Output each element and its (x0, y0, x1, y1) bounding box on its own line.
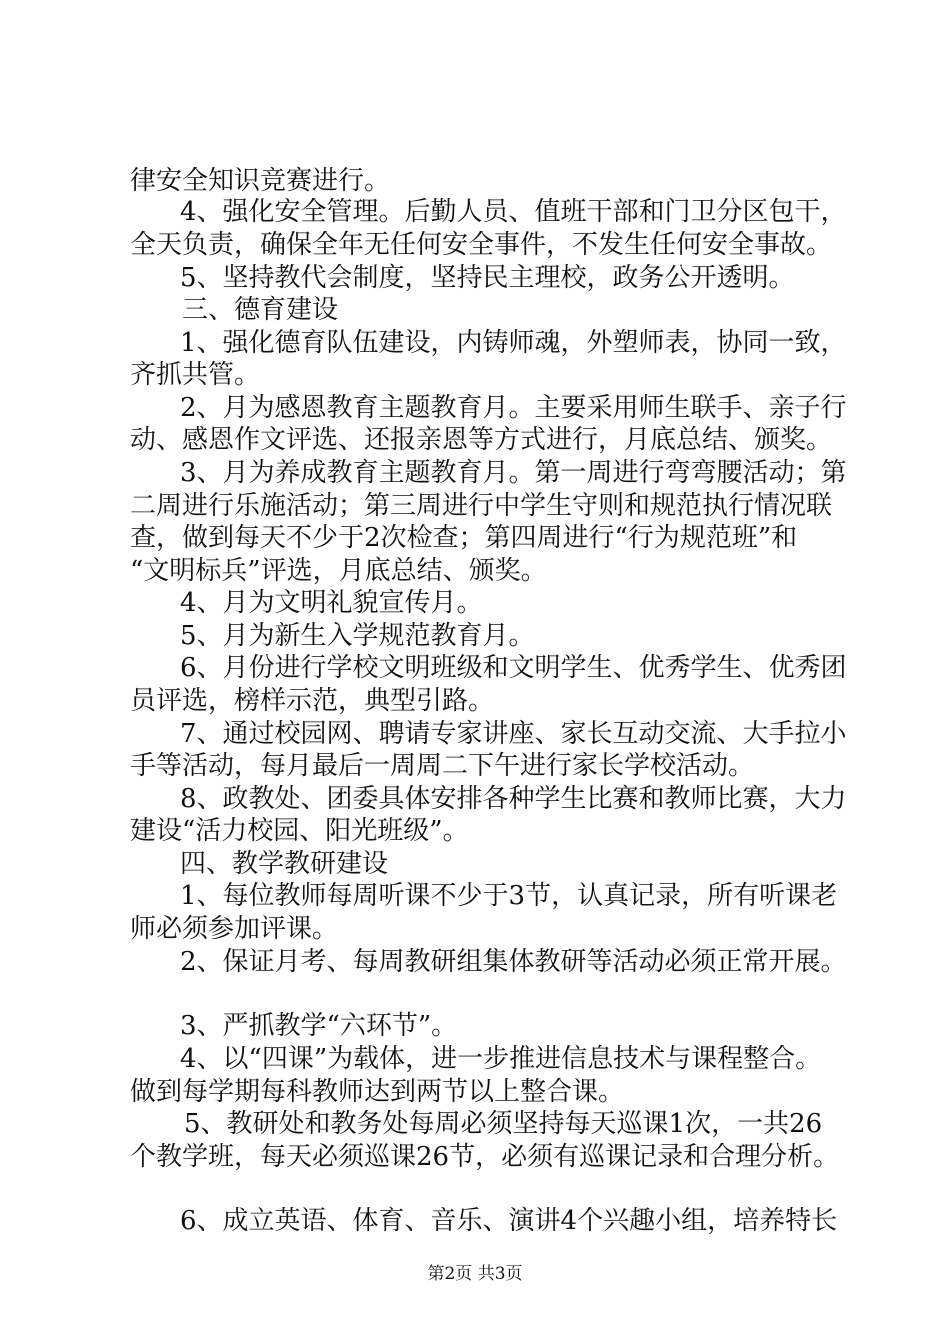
text-line: 2、月为感恩教育主题教育月。主要采用师生联手、亲子行 (180, 393, 847, 423)
text-line: 全天负责，确保全年无任何安全事件，不发生任何安全事故。 (130, 230, 833, 260)
text-line: 律安全知识竞赛进行。 (130, 166, 391, 196)
text-line: 动、感恩作文评选、还报亲恩等方式进行，月底总结、颁奖。 (130, 425, 833, 455)
text-line: “文明标兵”评选，月底总结、颁奖。 (130, 556, 547, 586)
text-line: 1、强化德育队伍建设，内铸师魂，外塑师表，协同一致， (180, 328, 847, 358)
text-line: 3、月为养成教育主题教育月。第一周进行弯弯腰活动；第 (180, 458, 847, 488)
text-line: 4、以“四课”为载体，进一步推进信息技术与课程整合。 (180, 1044, 822, 1074)
text-line: 齐抓共管。 (130, 360, 261, 390)
text-line: 7、通过校园网、聘请专家讲座、家长互动交流、大手拉小 (180, 719, 847, 749)
text-line: 5、坚持教代会制度，坚持民主理校，政务公开透明。 (180, 263, 795, 293)
text-line: 4、月为文明礼貌宣传月。 (180, 588, 483, 618)
text-line: 6、月份进行学校文明班级和文明学生、优秀学生、优秀团 (180, 653, 847, 683)
text-line: 手等活动，每月最后一周周二下午进行家长学校活动。 (130, 751, 755, 781)
section-heading: 三、德育建设 (182, 295, 339, 325)
text-line: 员评选，榜样示范，典型引路。 (130, 686, 495, 716)
text-line: 8、政教处、团委具体安排各种学生比赛和教师比赛，大力 (180, 784, 847, 814)
text-line: 3、严抓教学“六环节”。 (180, 1011, 458, 1041)
text-line: 5、月为新生入学规范教育月。 (180, 621, 535, 651)
text-line: 查，做到每天不少于2次检查；第四周进行“行为规范班”和 (130, 523, 798, 553)
text-line: 2、保证月考、每周教研组集体教研等活动必须正常开展。 (180, 947, 847, 977)
text-line: 二周进行乐施活动；第三周进行中学生守则和规范执行情况联 (130, 491, 833, 521)
text-line: 4、强化安全管理。后勤人员、值班干部和门卫分区包干， (180, 197, 847, 227)
text-line: 5、教研处和教务处每周必须坚持每天巡课1次，一共26 (184, 1109, 823, 1139)
text-line: 建设“活力校园、阳光班级”。 (130, 816, 469, 846)
text-line: 6、成立英语、体育、音乐、演讲4个兴趣小组，培养特长 (180, 1206, 838, 1236)
text-line: 师必须参加评课。 (130, 914, 339, 944)
section-heading: 四、教学教研建设 (180, 849, 389, 879)
text-line: 1、每位教师每周听课不少于3节，认真记录，所有听课老 (180, 881, 838, 911)
page-number-footer: 第2页 共3页 (427, 1264, 523, 1284)
text-line: 个教学班，每天必须巡课26节，必须有巡课记录和合理分析。 (130, 1142, 840, 1172)
text-line: 做到每学期每科教师达到两节以上整合课。 (130, 1077, 625, 1107)
